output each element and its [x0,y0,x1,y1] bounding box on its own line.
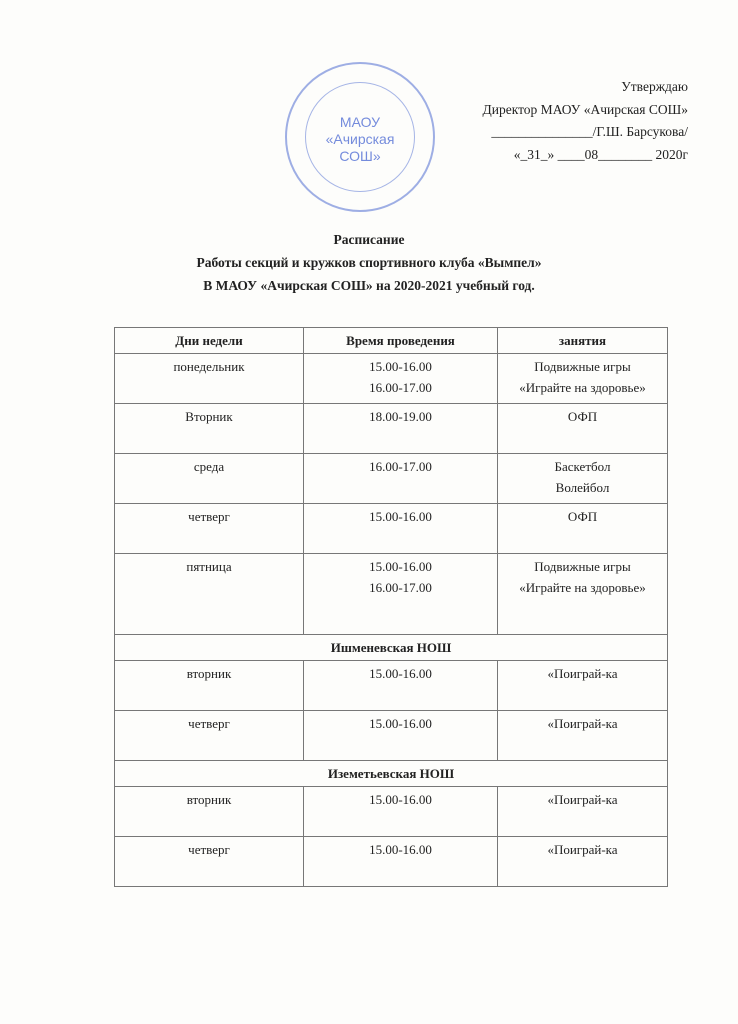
activity: Баскетбол [554,459,611,474]
time-cell: 15.00-16.00 [304,504,498,554]
day-cell: вторник [115,787,304,837]
schedule-table [114,327,668,887]
table-row [115,554,668,635]
section-title: Ишменевская НОШ [115,635,668,661]
approval-block [483,76,688,166]
header-activity: занятия [498,328,668,354]
time: 16.00-17.00 [369,580,432,595]
activity-cell: «Поиграй-ка [498,837,668,887]
approval-date: «_31_» ____08________ 2020г [513,146,688,162]
time-cell: 15.00-16.00 [304,837,498,887]
table-row [115,837,668,887]
header-time: Время проведения [304,328,498,354]
time: 16.00-17.00 [369,380,432,395]
approval-heading: Утверждаю [621,79,688,94]
time-cell: 15.00-16.00 [304,711,498,761]
title-line-2: Работы секций и кружков спортивного клуба «Вымпел» [196,255,542,270]
day-cell: пятница [115,554,304,635]
activity-cell: ОФП [498,404,668,454]
section-header [115,761,668,787]
document-title [0,228,738,297]
time-cell: 16.00-17.00 [304,454,498,504]
time-cell: 15.00-16.00 [304,661,498,711]
approval-position: Директор МАОУ «Ачирская СОШ» [482,101,688,117]
day-cell: среда [115,454,304,504]
activity-cell: «Поиграй-ка [498,711,668,761]
title-line-1: Расписание [333,232,405,247]
day-cell: понедельник [115,354,304,404]
section-header [115,635,668,661]
time-cell: 18.00-19.00 [304,404,498,454]
day-cell: четверг [115,504,304,554]
time-cell [304,354,498,404]
table-row [115,787,668,837]
activity-cell: «Поиграй-ка [498,661,668,711]
table-row [115,711,668,761]
activity-cell: ОФП [498,504,668,554]
time-cell [304,554,498,635]
table-row [115,404,668,454]
activity-cell [498,554,668,635]
section-title: Иземетьевская НОШ [115,761,668,787]
time-cell: 15.00-16.00 [304,787,498,837]
stamp-text: МАОУ «Ачирская СОШ» [325,114,395,164]
table-row [115,504,668,554]
day-cell: четверг [115,837,304,887]
day-cell: Вторник [115,404,304,454]
activity: «Играйте на здоровье» [519,580,646,595]
activity: Подвижные игры [534,559,631,574]
time: 15.00-16.00 [369,559,432,574]
table-row [115,454,668,504]
title-line-3: В МАОУ «Ачирская СОШ» на 2020-2021 учебный год. [203,278,535,293]
activity-cell [498,354,668,404]
table-row [115,661,668,711]
activity-cell [498,454,668,504]
table-row [115,354,668,404]
time: 15.00-16.00 [369,359,432,374]
official-stamp [285,62,435,212]
table-header [115,328,668,354]
activity: «Играйте на здоровье» [519,380,646,395]
activity: Подвижные игры [534,359,631,374]
day-cell: четверг [115,711,304,761]
header-days: Дни недели [115,328,304,354]
day-cell: вторник [115,661,304,711]
activity-cell: «Поиграй-ка [498,787,668,837]
approval-signature: _______________/Г.Ш. Барсукова/ [491,124,688,139]
activity: Волейбол [555,480,610,495]
